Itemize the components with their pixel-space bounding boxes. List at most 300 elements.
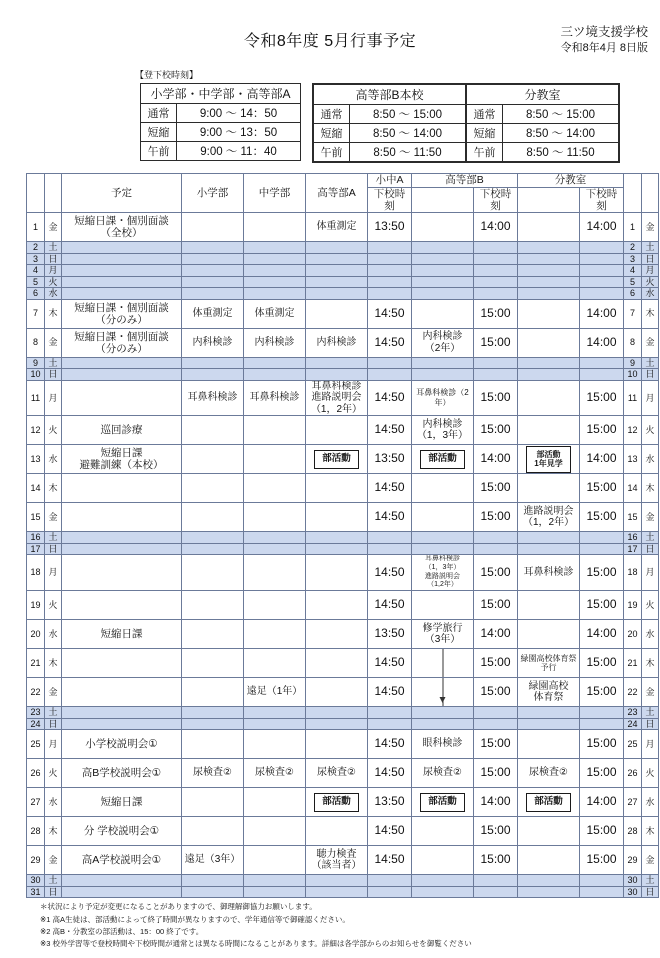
hours-value-b-2: 8:50 ～ 11:50 xyxy=(350,143,466,162)
day-of-week-left: 水 xyxy=(45,788,62,817)
dismissal-c-cell: 14:00 xyxy=(580,445,624,474)
calendar-row xyxy=(27,730,659,759)
dismissal-c-cell xyxy=(580,253,624,265)
day-number-right: 22 xyxy=(624,678,642,707)
day-number-left: 26 xyxy=(27,759,45,788)
day-number-right: 6 xyxy=(624,288,642,300)
dismissal-a-cell: 14:50 xyxy=(368,678,412,707)
dismissal-a-cell: 14:50 xyxy=(368,416,412,445)
day-of-week-left: 金 xyxy=(45,503,62,532)
dismissal-c-cell: 15:00 xyxy=(580,416,624,445)
high-b-cell xyxy=(412,649,474,678)
high-b-cell xyxy=(412,503,474,532)
branch-cell: 部活動 1年見学 xyxy=(518,445,580,474)
plan-cell: 巡回診療 xyxy=(62,416,182,445)
high-a-cell xyxy=(306,707,368,719)
day-number-right: 13 xyxy=(624,445,642,474)
junior-high-cell xyxy=(244,242,306,254)
header-dismissal-a-bottom: 下校時刻 xyxy=(368,188,412,213)
dismissal-b-cell xyxy=(474,357,518,369)
header-day-number-left xyxy=(27,174,45,213)
dismissal-b-cell: 15:00 xyxy=(474,649,518,678)
dismissal-b-cell: 15:00 xyxy=(474,678,518,707)
hours-label-a-2: 午前 xyxy=(141,142,177,161)
high-a-cell xyxy=(306,357,368,369)
dismissal-a-cell xyxy=(368,357,412,369)
dismissal-c-cell: 14:00 xyxy=(580,620,624,649)
high-a-cell: 部活動 xyxy=(306,788,368,817)
day-number-left: 25 xyxy=(27,730,45,759)
header-day-of-week-right xyxy=(642,174,659,213)
high-b-cell xyxy=(412,532,474,544)
plan-cell xyxy=(62,503,182,532)
dismissal-b-cell xyxy=(474,242,518,254)
dismissal-a-cell: 14:50 xyxy=(368,649,412,678)
dismissal-c-cell xyxy=(580,543,624,555)
dismissal-a-cell: 14:50 xyxy=(368,591,412,620)
elementary-cell xyxy=(182,543,244,555)
header-branch-classroom: 分教室 xyxy=(518,174,624,188)
elementary-cell xyxy=(182,620,244,649)
day-number-right: 17 xyxy=(624,543,642,555)
day-number-left: 31 xyxy=(27,886,45,898)
dismissal-c-cell: 15:00 xyxy=(580,503,624,532)
dismissal-c-cell: 14:00 xyxy=(580,788,624,817)
hours-value-c-2: 8:50 ～ 11:50 xyxy=(503,143,619,162)
high-b-cell xyxy=(412,265,474,277)
day-number-right: 18 xyxy=(624,555,642,591)
day-of-week-right: 木 xyxy=(642,299,659,328)
day-number-right: 11 xyxy=(624,380,642,416)
day-number-left: 18 xyxy=(27,555,45,591)
plan-cell xyxy=(62,276,182,288)
plan-cell: 短縮日課 避難訓練（本校） xyxy=(62,445,182,474)
plan-cell: 短縮日課・個別面談 （分のみ） xyxy=(62,299,182,328)
plan-cell: 短縮日課・個別面談 （分のみ） xyxy=(62,328,182,357)
calendar-row xyxy=(27,416,659,445)
dismissal-b-cell: 14:00 xyxy=(474,445,518,474)
plan-cell xyxy=(62,532,182,544)
day-number-left: 3 xyxy=(27,253,45,265)
hours-value-a-1: 9:00 ～ 13：50 xyxy=(177,123,301,142)
branch-cell xyxy=(518,299,580,328)
elementary-cell xyxy=(182,555,244,591)
day-number-right: 24 xyxy=(624,718,642,730)
footnote-1: ※1 高A生徒は、部活動によって終了時間が異なりますので、学年通信等で御確認ください。 xyxy=(40,914,350,924)
hours-value-a-2: 9:00 ～ 11：40 xyxy=(177,142,301,161)
high-b-cell: 耳鼻科検診（2年） xyxy=(412,380,474,416)
high-a-cell: 聴力検査 （該当者） xyxy=(306,846,368,875)
day-of-week-left: 火 xyxy=(45,591,62,620)
dismissal-c-cell: 15:00 xyxy=(580,474,624,503)
day-number-left: 23 xyxy=(27,707,45,719)
school-name: 三ツ境支援学校 xyxy=(560,25,648,39)
junior-high-cell xyxy=(244,253,306,265)
high-b-cell xyxy=(412,846,474,875)
day-number-right: 4 xyxy=(624,265,642,277)
dismissal-a-cell: 14:50 xyxy=(368,846,412,875)
branch-cell xyxy=(518,620,580,649)
high-b-cell xyxy=(412,276,474,288)
calendar-section xyxy=(26,173,655,898)
dismissal-c-cell xyxy=(580,369,624,381)
dismissal-c-cell xyxy=(580,718,624,730)
dismissal-b-cell xyxy=(474,265,518,277)
dismissal-b-cell: 15:00 xyxy=(474,328,518,357)
branch-cell xyxy=(518,357,580,369)
calendar-row xyxy=(27,846,659,875)
plan-cell: 高B学校説明会① xyxy=(62,759,182,788)
branch-cell: 耳鼻科検診 xyxy=(518,555,580,591)
junior-high-cell xyxy=(244,649,306,678)
day-number-right: 23 xyxy=(624,707,642,719)
junior-high-cell xyxy=(244,875,306,887)
hours-value-a-0: 9:00 ～ 14：50 xyxy=(177,104,301,123)
elementary-cell xyxy=(182,678,244,707)
junior-high-cell: 耳鼻科検診 xyxy=(244,380,306,416)
dismissal-c-cell: 15:00 xyxy=(580,649,624,678)
dismissal-c-cell: 15:00 xyxy=(580,555,624,591)
dismissal-b-cell xyxy=(474,276,518,288)
dismissal-b-cell xyxy=(474,532,518,544)
day-of-week-left: 土 xyxy=(45,357,62,369)
day-number-left: 14 xyxy=(27,474,45,503)
junior-high-cell xyxy=(244,707,306,719)
hours-label-c-2: 午前 xyxy=(467,143,503,162)
day-number-left: 10 xyxy=(27,369,45,381)
day-of-week-left: 日 xyxy=(45,369,62,381)
high-a-cell: 部活動 xyxy=(306,445,368,474)
junior-high-cell xyxy=(244,416,306,445)
branch-cell xyxy=(518,265,580,277)
day-of-week-right: 火 xyxy=(642,276,659,288)
day-of-week-right: 土 xyxy=(642,357,659,369)
day-of-week-left: 金 xyxy=(45,213,62,242)
day-of-week-left: 月 xyxy=(45,730,62,759)
high-b-cell: 修学旅行 （3年） xyxy=(412,620,474,649)
junior-high-cell xyxy=(244,265,306,277)
dismissal-b-cell: 15:00 xyxy=(474,503,518,532)
branch-cell xyxy=(518,532,580,544)
trip-arrow-stem xyxy=(442,649,443,677)
day-of-week-left: 木 xyxy=(45,649,62,678)
calendar-row xyxy=(27,445,659,474)
dismissal-b-cell: 15:00 xyxy=(474,474,518,503)
dismissal-a-cell xyxy=(368,886,412,898)
day-of-week-left: 土 xyxy=(45,707,62,719)
junior-high-cell: 内科検診 xyxy=(244,328,306,357)
high-b-cell: 耳鼻科検診 （1，3年） 進路説明会 （1,2年） xyxy=(412,555,474,591)
high-b-cell xyxy=(412,213,474,242)
day-of-week-right: 水 xyxy=(642,445,659,474)
elementary-cell: 内科検診 xyxy=(182,328,244,357)
header-high-b: 高等部B xyxy=(412,174,518,188)
branch-cell: 部活動 xyxy=(518,788,580,817)
elementary-cell xyxy=(182,503,244,532)
day-of-week-right: 日 xyxy=(642,369,659,381)
plan-cell xyxy=(62,875,182,887)
plan-cell xyxy=(62,555,182,591)
calendar-row xyxy=(27,555,659,591)
footnote-0: ＊状況により予定が変更になることがありますので、御理解御協力お願いします。 xyxy=(40,902,317,912)
high-b-cell: 内科検診 （2年） xyxy=(412,328,474,357)
branch-cell xyxy=(518,730,580,759)
dismissal-c-cell xyxy=(580,707,624,719)
day-number-right: 26 xyxy=(624,759,642,788)
dismissal-a-cell xyxy=(368,242,412,254)
day-number-right: 1 xyxy=(624,213,642,242)
dismissal-b-cell: 15:00 xyxy=(474,846,518,875)
header-dismissal-a-top: 小中A xyxy=(368,174,412,188)
junior-high-cell xyxy=(244,591,306,620)
page-title: 令和8年度 5月行事予定 xyxy=(243,33,417,50)
day-number-right: 28 xyxy=(624,817,642,846)
dismissal-b-cell xyxy=(474,288,518,300)
junior-high-cell xyxy=(244,555,306,591)
junior-high-cell xyxy=(244,788,306,817)
dismissal-a-cell: 14:50 xyxy=(368,555,412,591)
day-of-week-right: 日 xyxy=(642,718,659,730)
dismissal-b-cell: 15:00 xyxy=(474,299,518,328)
day-of-week-right: 火 xyxy=(642,416,659,445)
dismissal-c-cell xyxy=(580,288,624,300)
dismissal-a-cell xyxy=(368,718,412,730)
plan-cell: 高A学校説明会① xyxy=(62,846,182,875)
calendar-row xyxy=(27,213,659,242)
branch-cell xyxy=(518,369,580,381)
branch-cell xyxy=(518,328,580,357)
elementary-cell: 体重測定 xyxy=(182,299,244,328)
high-a-cell: 体重測定 xyxy=(306,213,368,242)
high-a-cell xyxy=(306,288,368,300)
day-of-week-right: 金 xyxy=(642,678,659,707)
day-of-week-left: 木 xyxy=(45,299,62,328)
high-a-cell xyxy=(306,474,368,503)
dismissal-a-cell xyxy=(368,265,412,277)
day-number-left: 30 xyxy=(27,875,45,887)
high-a-cell xyxy=(306,242,368,254)
plan-cell xyxy=(62,474,182,503)
day-number-right: 27 xyxy=(624,788,642,817)
day-of-week-right: 土 xyxy=(642,707,659,719)
day-number-left: 11 xyxy=(27,380,45,416)
branch-cell: 緑園高校 体育祭 xyxy=(518,678,580,707)
hours-group-highB-branch xyxy=(312,83,620,163)
day-of-week-right: 水 xyxy=(642,620,659,649)
day-of-week-left: 日 xyxy=(45,543,62,555)
day-number-left: 1 xyxy=(27,213,45,242)
high-a-cell: 耳鼻科検診 進路説明会 （1，2年） xyxy=(306,380,368,416)
calendar-row xyxy=(27,788,659,817)
hours-table-branch-classroom xyxy=(466,84,619,162)
day-number-right: 16 xyxy=(624,532,642,544)
calendar-row xyxy=(27,288,659,300)
school-hours-label: 【登下校時刻】 xyxy=(135,70,199,80)
day-number-right: 12 xyxy=(624,416,642,445)
junior-high-cell xyxy=(244,886,306,898)
day-of-week-left: 月 xyxy=(45,555,62,591)
elementary-cell xyxy=(182,416,244,445)
dismissal-b-cell: 14:00 xyxy=(474,213,518,242)
header-plan: 予定 xyxy=(62,174,182,213)
dismissal-a-cell xyxy=(368,543,412,555)
branch-cell xyxy=(518,416,580,445)
calendar-row xyxy=(27,503,659,532)
high-a-cell xyxy=(306,886,368,898)
day-number-left: 16 xyxy=(27,532,45,544)
high-a-cell xyxy=(306,817,368,846)
dismissal-b-cell: 15:00 xyxy=(474,817,518,846)
footnote-2: ※2 高B・分教室の部活動は、15：00 終了です。 xyxy=(40,926,204,936)
calendar-header xyxy=(27,174,659,213)
calendar-row xyxy=(27,678,659,707)
high-b-cell: 内科検診 （1，3年） xyxy=(412,416,474,445)
plan-cell: 短縮日課 xyxy=(62,620,182,649)
day-of-week-right: 日 xyxy=(642,543,659,555)
branch-cell xyxy=(518,886,580,898)
branch-cell xyxy=(518,288,580,300)
day-of-week-left: 水 xyxy=(45,445,62,474)
calendar-row xyxy=(27,265,659,277)
dismissal-b-cell: 14:00 xyxy=(474,788,518,817)
junior-high-cell xyxy=(244,846,306,875)
branch-cell xyxy=(518,253,580,265)
elementary-cell xyxy=(182,707,244,719)
high-a-cell xyxy=(306,730,368,759)
dismissal-b-cell: 15:00 xyxy=(474,380,518,416)
day-of-week-left: 金 xyxy=(45,328,62,357)
day-number-left: 6 xyxy=(27,288,45,300)
branch-cell xyxy=(518,707,580,719)
dismissal-a-cell: 14:50 xyxy=(368,730,412,759)
branch-cell xyxy=(518,213,580,242)
junior-high-cell xyxy=(244,817,306,846)
dismissal-b-cell xyxy=(474,886,518,898)
day-number-right: 20 xyxy=(624,620,642,649)
day-of-week-right: 金 xyxy=(642,846,659,875)
elementary-cell xyxy=(182,532,244,544)
header-elementary: 小学部 xyxy=(182,174,244,213)
day-of-week-right: 月 xyxy=(642,730,659,759)
day-of-week-right: 木 xyxy=(642,474,659,503)
elementary-cell xyxy=(182,649,244,678)
high-a-cell xyxy=(306,555,368,591)
plan-cell xyxy=(62,543,182,555)
high-a-cell xyxy=(306,678,368,707)
branch-cell: 尿検査② xyxy=(518,759,580,788)
dismissal-c-cell: 15:00 xyxy=(580,846,624,875)
day-of-week-left: 日 xyxy=(45,253,62,265)
branch-cell: 進路説明会 （1，2年） xyxy=(518,503,580,532)
plan-cell xyxy=(62,380,182,416)
elementary-cell xyxy=(182,276,244,288)
dismissal-a-cell: 14:50 xyxy=(368,817,412,846)
day-of-week-right: 金 xyxy=(642,503,659,532)
high-a-cell xyxy=(306,369,368,381)
day-number-right: 19 xyxy=(624,591,642,620)
high-b-cell xyxy=(412,299,474,328)
dismissal-a-cell: 14:50 xyxy=(368,503,412,532)
day-number-left: 5 xyxy=(27,276,45,288)
elementary-cell xyxy=(182,474,244,503)
dismissal-b-cell xyxy=(474,875,518,887)
header-junior-high: 中学部 xyxy=(244,174,306,213)
day-number-left: 2 xyxy=(27,242,45,254)
header-branch-event xyxy=(518,188,580,213)
junior-high-cell xyxy=(244,543,306,555)
elementary-cell: 遠足（3年） xyxy=(182,846,244,875)
dismissal-c-cell: 14:00 xyxy=(580,299,624,328)
elementary-cell xyxy=(182,213,244,242)
dismissal-b-cell xyxy=(474,707,518,719)
elementary-cell xyxy=(182,817,244,846)
plan-cell xyxy=(62,265,182,277)
high-b-cell: 眼科検診 xyxy=(412,730,474,759)
junior-high-cell xyxy=(244,474,306,503)
calendar-row xyxy=(27,369,659,381)
day-number-left: 27 xyxy=(27,788,45,817)
elementary-cell xyxy=(182,369,244,381)
day-number-left: 19 xyxy=(27,591,45,620)
junior-high-cell: 体重測定 xyxy=(244,299,306,328)
dismissal-a-cell: 13:50 xyxy=(368,620,412,649)
high-b-cell xyxy=(412,678,474,707)
monthly-schedule-table xyxy=(26,173,659,898)
dismissal-a-cell xyxy=(368,875,412,887)
day-of-week-left: 水 xyxy=(45,288,62,300)
day-of-week-right: 火 xyxy=(642,591,659,620)
high-b-cell xyxy=(412,288,474,300)
day-number-left: 20 xyxy=(27,620,45,649)
junior-high-cell xyxy=(244,718,306,730)
high-b-cell xyxy=(412,543,474,555)
calendar-row xyxy=(27,253,659,265)
school-hours-section xyxy=(140,83,660,163)
hours-title-b: 高等部B本校 xyxy=(314,85,466,105)
high-a-cell: 内科検診 xyxy=(306,328,368,357)
high-b-cell xyxy=(412,474,474,503)
dismissal-a-cell xyxy=(368,369,412,381)
day-of-week-left: 土 xyxy=(45,242,62,254)
header-dismissal-b: 下校時刻 xyxy=(474,188,518,213)
day-of-week-left: 金 xyxy=(45,678,62,707)
day-number-right: 10 xyxy=(624,369,642,381)
hours-table-elementary-junior-highA xyxy=(140,83,301,161)
day-of-week-left: 日 xyxy=(45,718,62,730)
elementary-cell: 尿検査② xyxy=(182,759,244,788)
dismissal-b-cell: 15:00 xyxy=(474,730,518,759)
calendar-row xyxy=(27,707,659,719)
hours-label-b-2: 午前 xyxy=(314,143,350,162)
day-number-left: 22 xyxy=(27,678,45,707)
day-of-week-left: 土 xyxy=(45,532,62,544)
dismissal-a-cell: 14:50 xyxy=(368,759,412,788)
dismissal-a-cell: 14:50 xyxy=(368,380,412,416)
calendar-row xyxy=(27,474,659,503)
day-of-week-left: 火 xyxy=(45,416,62,445)
day-number-left: 4 xyxy=(27,265,45,277)
trip-arrow-head xyxy=(439,697,445,703)
dismissal-b-cell xyxy=(474,253,518,265)
dismissal-a-cell xyxy=(368,276,412,288)
hours-value-c-0: 8:50 ～ 15:00 xyxy=(503,105,619,124)
elementary-cell xyxy=(182,357,244,369)
dismissal-c-cell: 15:00 xyxy=(580,380,624,416)
high-b-cell xyxy=(412,242,474,254)
calendar-row xyxy=(27,817,659,846)
elementary-cell xyxy=(182,265,244,277)
dismissal-a-cell: 13:50 xyxy=(368,213,412,242)
